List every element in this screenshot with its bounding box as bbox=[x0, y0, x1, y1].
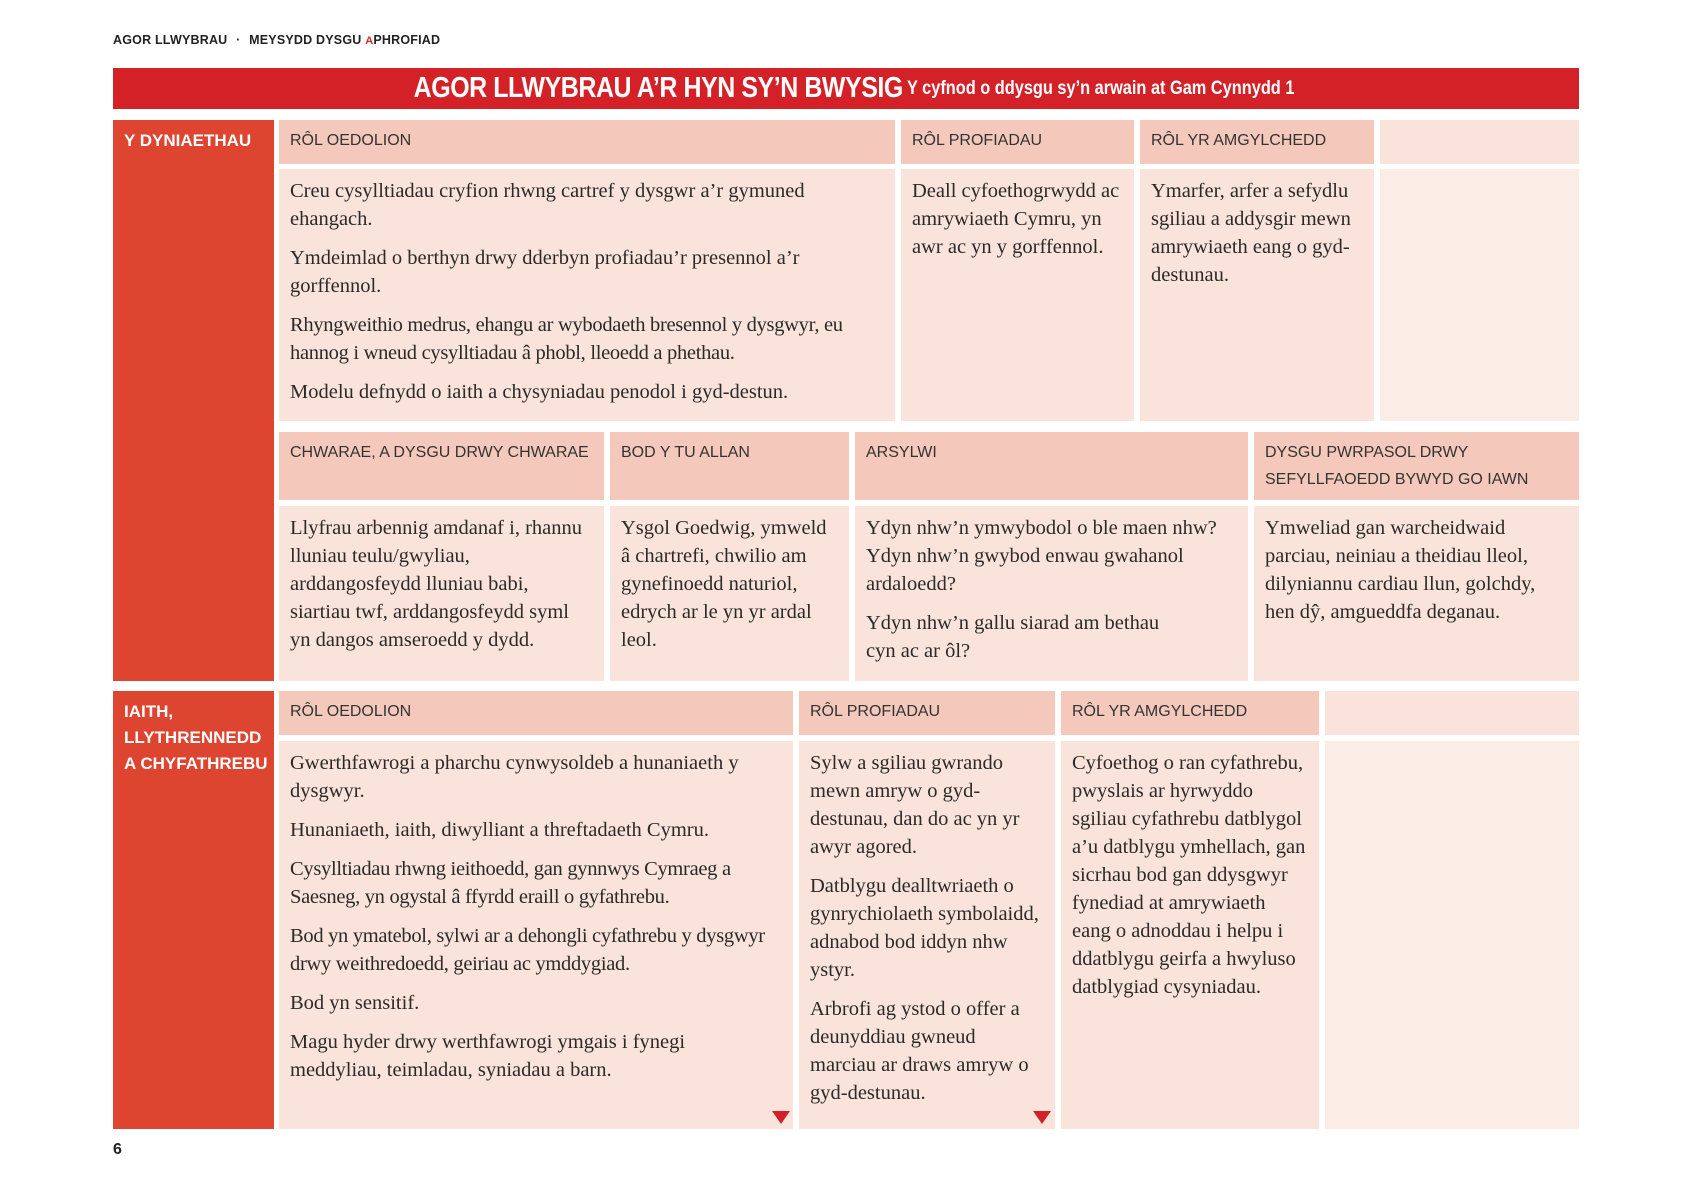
header-dysgu-pwrpasol bbox=[1254, 432, 1579, 500]
paragraph: Magu hyder drwy werthfawrogi ymgais i fynegi meddyliau, teimladau, syniadau a barn. bbox=[290, 1031, 686, 1081]
header-label: RÔL OEDOLION bbox=[290, 703, 412, 720]
header-label: RÔL YR AMGYLCHEDD bbox=[1072, 703, 1248, 720]
continue-arrow-icon bbox=[1033, 1111, 1051, 1124]
header-rol-yr-amgylchedd-1 bbox=[1140, 120, 1374, 164]
header-rol-oedolion-1 bbox=[279, 120, 895, 164]
paragraph: Ysgol Goedwig, ymweld â chartrefi, chwilio am gynefinoedd naturiol, edrych ar le yn yr ardal leol. bbox=[621, 517, 827, 651]
header-label: RÔL YR AMGYLCHEDD bbox=[1151, 132, 1327, 149]
body-rol-oedolion-2 bbox=[279, 741, 793, 1129]
paragraph: Creu cysylltiadau cryfion rhwng cartref y dysgwr a’r gymuned ehangach. bbox=[290, 180, 805, 230]
paragraph: Llyfrau arbennig amdanaf i, rhannu lluniau teulu/gwyliau, arddangosfeydd lluniau babi, siartiau twf, arddangosfeydd syml yn dangos amseroedd y dydd. bbox=[290, 517, 583, 651]
section2-label-line: LLYTHRENNEDD bbox=[124, 728, 262, 747]
paragraph: Arbrofi ag ystod o offer a deunyddiau gwneud marciau ar draws amryw o gyd-destunau. bbox=[810, 998, 1029, 1104]
empty-header-cell bbox=[1380, 120, 1579, 164]
title-banner bbox=[113, 68, 1579, 109]
header-chwarae bbox=[279, 432, 604, 500]
header-bod-y-tu-allan bbox=[610, 432, 849, 500]
header-label: RÔL PROFIADAU bbox=[912, 132, 1043, 149]
header-label: CHWARAE, A DYSGU DRWY CHWARAE bbox=[290, 444, 589, 461]
body-rol-yr-amgylchedd-1 bbox=[1140, 169, 1374, 421]
header-label: BOD Y TU ALLAN bbox=[621, 444, 750, 461]
paragraph: Deall cyfoethogrwydd ac amrywiaeth Cymru, yn awr ac yn y gorffennol. bbox=[912, 180, 1120, 258]
running-header-part3: A bbox=[365, 35, 374, 47]
paragraph: Rhyngweithio medrus, ehangu ar wybodaeth bresennol y dysgwyr, eu hannog i wneud cysylltiadau â phobl, lleoedd a phethau. bbox=[290, 314, 843, 364]
body-rol-profiadau-1 bbox=[901, 169, 1134, 421]
paragraph: Cyfoethog o ran cyfathrebu, pwyslais ar hyrwyddo sgiliau cyfathrebu datblygol a’u datblygu ymhellach, gan sicrhau bod gan ddysgwyr fynediad at amrywiaeth eang o adnoddau i helpu i ddatblygu geirfa a hwyluso datblygiad cysyniadau. bbox=[1072, 752, 1306, 998]
paragraph: Ymdeimlad o berthyn drwy dderbyn profiadau’r presennol a’r gorffennol. bbox=[290, 247, 800, 297]
running-header-part1: AGOR LLWYBRAU bbox=[113, 33, 228, 47]
header-rol-profiadau-2 bbox=[799, 691, 1055, 735]
page-number: 6 bbox=[113, 1141, 122, 1158]
body-rol-yr-amgylchedd-2 bbox=[1061, 741, 1319, 1129]
section2-label-line: A CHYFATHREBU bbox=[124, 754, 268, 773]
body-dysgu-pwrpasol bbox=[1254, 506, 1579, 681]
empty-body-cell bbox=[1325, 741, 1579, 1129]
header-label: DYSGU PWRPASOL DRWY SEFYLLFAOEDD BYWYD GO IAWN bbox=[1265, 444, 1529, 488]
empty-body-cell bbox=[1380, 169, 1579, 421]
running-header bbox=[113, 33, 440, 47]
header-rol-yr-amgylchedd-2 bbox=[1061, 691, 1319, 735]
body-bod-y-tu-allan bbox=[610, 506, 849, 681]
running-header-part2: MEYSYDD DYSGU bbox=[249, 33, 362, 47]
paragraph: Bod yn sensitif. bbox=[290, 992, 420, 1014]
body-arsylwi bbox=[855, 506, 1248, 681]
continue-arrow-icon bbox=[772, 1111, 790, 1124]
header-label: RÔL OEDOLION bbox=[290, 132, 412, 149]
paragraph: Sylw a sgiliau gwrando mewn amryw o gyd-destunau, dan do ac yn yr awyr agored. bbox=[810, 752, 1020, 858]
empty-header-cell bbox=[1325, 691, 1579, 735]
paragraph: Cysylltiadau rhwng ieithoedd, gan gynnwys Cymraeg a Saesneg, yn ogystal â ffyrdd eraill o gyfathrebu. bbox=[290, 858, 731, 908]
banner-subtitle: Y cyfnod o ddysgu sy’n arwain at Gam Cynnydd 1 bbox=[907, 77, 1295, 99]
header-label: ARSYLWI bbox=[866, 444, 937, 461]
banner-title: AGOR LLWYBRAU A’R HYN SY’N BWYSIG bbox=[413, 72, 904, 104]
section2-label-line: IAITH, bbox=[124, 702, 174, 721]
paragraph: Ydyn nhw’n ymwybodol o ble maen nhw? Ydyn nhw’n gwybod enwau gwahanol ardaloedd? bbox=[866, 517, 1217, 595]
body-rol-oedolion-1 bbox=[279, 169, 895, 421]
section-label-iaith bbox=[113, 691, 274, 1129]
running-header-part4: PHROFIAD bbox=[373, 33, 441, 47]
running-header-separator: · bbox=[236, 33, 241, 47]
paragraph: Bod yn ymatebol, sylwi ar a dehongli cyfathrebu y dysgwyr drwy weithredoedd, geiriau ac ymddygiad. bbox=[290, 925, 765, 975]
paragraph: Datblygu dealltwriaeth o gynrychiolaeth symbolaidd, adnabod bod iddyn nhw ystyr. bbox=[810, 875, 1039, 981]
header-rol-oedolion-2 bbox=[279, 691, 793, 735]
paragraph: Ymweliad gan warcheidwaid parciau, neiniau a theidiau lleol, dilyniannu cardiau llun, golchdy, hen dŷ, amgueddfa deganau. bbox=[1265, 517, 1536, 623]
paragraph: Ydyn nhw’n gallu siarad am bethau cyn ac ar ôl? bbox=[866, 612, 1160, 662]
paragraph: Hunaniaeth, iaith, diwylliant a threftadaeth Cymru. bbox=[290, 819, 709, 841]
paragraph: Modelu defnydd o iaith a chysyniadau penodol i gyd-destun. bbox=[290, 381, 789, 403]
paragraph: Ymarfer, arfer a sefydlu sgiliau a addysgir mewn amrywiaeth eang o gyd-destunau. bbox=[1151, 180, 1351, 286]
paragraph: Gwerthfawrogi a pharchu cynwysoldeb a hunaniaeth y dysgwyr. bbox=[290, 752, 739, 802]
body-chwarae bbox=[279, 506, 604, 681]
body-rol-profiadau-2 bbox=[799, 741, 1055, 1129]
header-rol-profiadau-1 bbox=[901, 120, 1134, 164]
section-label-dyniaethau bbox=[113, 120, 274, 681]
header-label: RÔL PROFIADAU bbox=[810, 703, 941, 720]
section1-label: Y DYNIAETHAU bbox=[124, 131, 252, 150]
header-arsylwi bbox=[855, 432, 1248, 500]
